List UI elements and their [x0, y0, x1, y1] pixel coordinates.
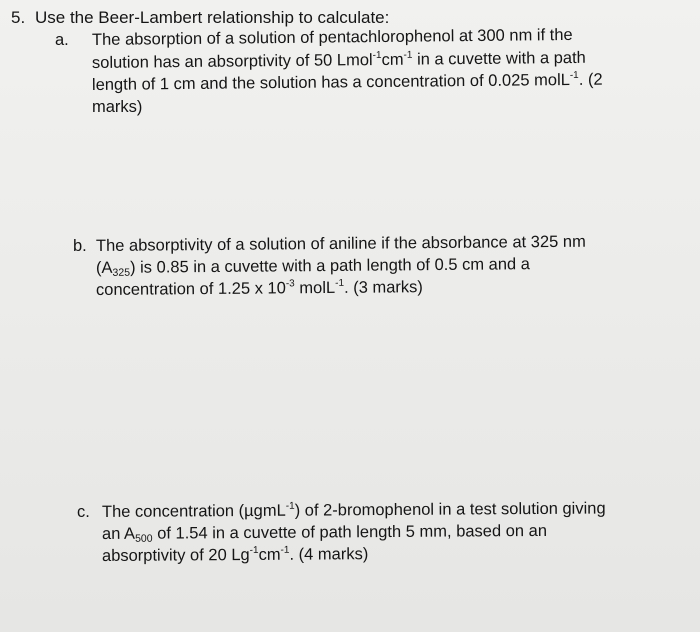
part-c-line-2: an $A_{500}$ of 1.54 in a cuvette of path length 5 mm, based on an: [101, 521, 548, 545]
part-a-line-4: marks): [92, 98, 143, 116]
question-number: 5.: [11, 8, 26, 27]
part-b-line-3: concentration of 1.25 x $10^{-3}$ molL$^{-1}$. (3 marks): [95, 277, 423, 299]
part-c-label: c.: [77, 503, 90, 521]
part-b-line-1: The absorptivity of a solution of aniline if the absorbance at 325 nm: [95, 232, 586, 255]
part-c-line-3: absorptivity of 20 $Lg^{-1}cm^{-1}$. (4 marks): [101, 544, 369, 565]
part-b-label: b.: [73, 237, 87, 255]
part-a-line-3: length of 1 cm and the solution has a concentration of 0.025 molL$^{-1}$. (2: [91, 69, 603, 94]
part-a-line-2: solution has an absorptivity of 50 $Lmol^{-1}cm^{-1}$ in a cuvette with a path: [91, 48, 586, 72]
part-b-line-2: $(A_{325})$ is 0.85 in a cuvette with a path length of 0.5 cm and a: [95, 255, 531, 279]
part-a-label: a.: [55, 31, 69, 49]
part-a-line-1: The absorption of a solution of pentachlorophenol at 300 nm if the: [91, 25, 573, 49]
question-text: Use the Beer-Lambert relationship to calculate:: [35, 8, 390, 27]
part-c-line-1: The concentration (µgmL$^{-1}$) of 2-bromophenol in a test solution giving: [101, 499, 606, 521]
